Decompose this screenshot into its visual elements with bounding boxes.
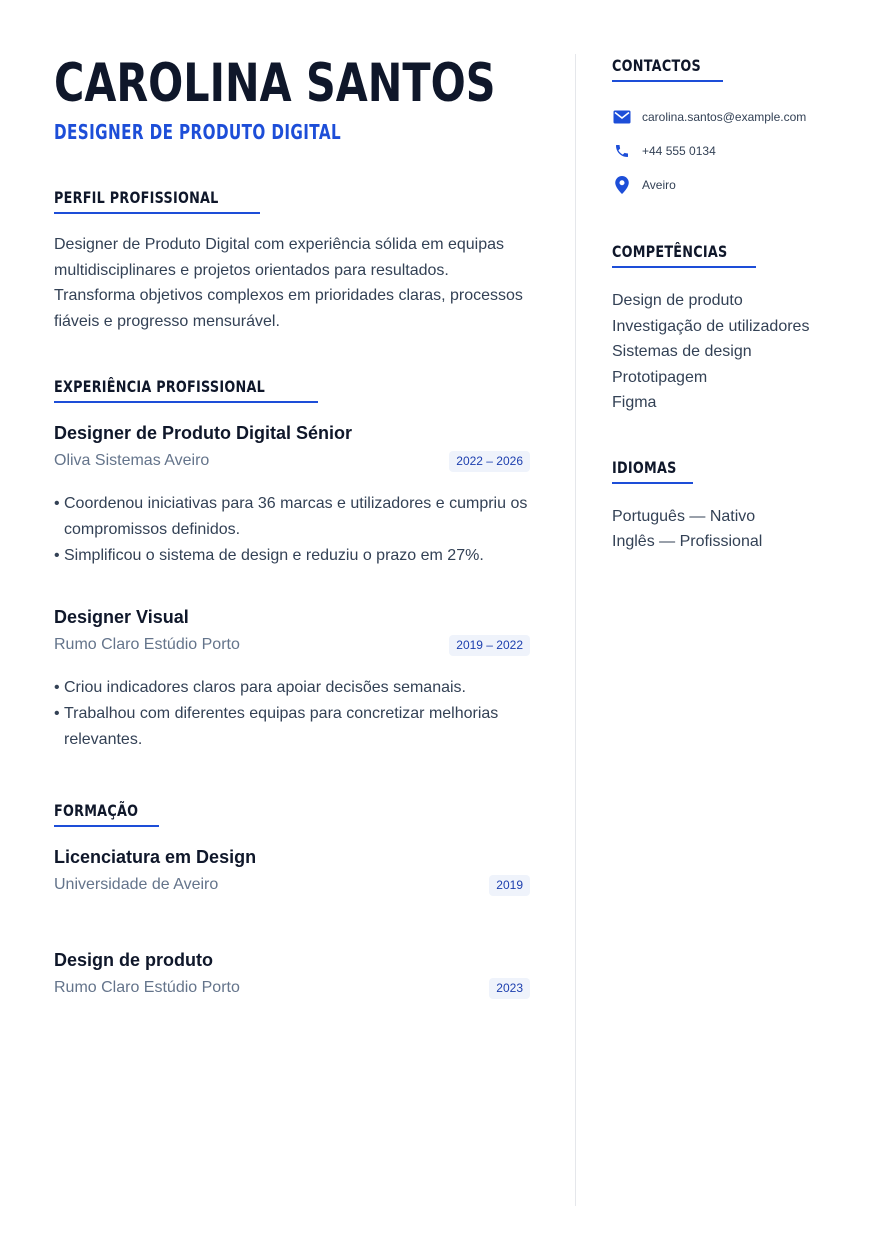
main-column: [54, 54, 530, 1002]
degree-title: Licenciatura em Design: [54, 847, 257, 867]
job-entry: [54, 421, 530, 569]
job-company: Oliva Sistemas Aveiro: [54, 452, 210, 469]
location-pin-icon: [612, 175, 632, 195]
section-title-skills: COMPETÊNCIAS: [612, 242, 756, 268]
contact-email[interactable]: [612, 100, 852, 134]
profile-summary: Designer de Produto Digital com experiência sólida em equipas multidisciplinares e projetos orientados para resultados. Transforma objetivos complexos em prioridades claras, processos fiáveis e progresso mensurável.: [54, 236, 523, 330]
education-entry: [54, 948, 530, 1002]
list-item: • Trabalhou com diferentes equipas para concretizar melhorias relevantes.: [54, 701, 530, 753]
section-title-education: FORMAÇÃO: [54, 801, 159, 827]
phone-text: +44 555 0134: [642, 144, 716, 158]
skills-section: [612, 242, 852, 416]
languages-list: [612, 504, 852, 555]
section-title-contacts: CONTACTOS: [612, 56, 723, 82]
phone-icon: [612, 141, 632, 161]
job-entry: [54, 605, 530, 753]
section-title-experience: EXPERIÊNCIA PROFISSIONAL: [54, 377, 318, 403]
education-section: [54, 801, 530, 1002]
list-item: Sistemas de design: [612, 343, 752, 360]
contacts-section: [612, 56, 852, 202]
section-title-languages: IDIOMAS: [612, 458, 693, 484]
contact-phone[interactable]: [612, 134, 852, 168]
date-badge: 2022 – 2026: [449, 451, 530, 472]
candidate-role: DESIGNER DE PRODUTO DIGITAL: [54, 120, 342, 144]
list-item: Figma: [612, 394, 657, 411]
mail-icon: [612, 107, 632, 127]
job-company: Rumo Claro Estúdio Porto: [54, 636, 240, 653]
email-text: carolina.santos@example.com: [642, 110, 807, 124]
list-item: • Coordenou iniciativas para 36 marcas e utilizadores e cumpriu os compromissos definidos.: [54, 491, 530, 543]
list-item: Inglês — Profissional: [612, 533, 763, 550]
year-badge: 2019: [489, 875, 530, 896]
experience-section: [54, 377, 530, 753]
list-item: • Simplificou o sistema de design e reduziu o prazo em 27%.: [54, 543, 530, 569]
column-divider: [575, 54, 576, 1206]
contact-location: [612, 168, 852, 202]
job-bullets: [54, 675, 530, 753]
list-item: • Criou indicadores claros para apoiar decisões semanais.: [54, 675, 530, 701]
job-bullets: [54, 491, 530, 569]
location-text: Aveiro: [642, 178, 676, 192]
candidate-name: CAROLINA SANTOS: [54, 53, 496, 114]
sidebar: [612, 56, 852, 555]
date-badge: 2019 – 2022: [449, 635, 530, 656]
section-title-profile: PERFIL PROFISSIONAL: [54, 188, 260, 214]
school-name: Rumo Claro Estúdio Porto: [54, 979, 240, 996]
degree-title: Design de produto: [54, 950, 213, 970]
list-item: Investigação de utilizadores: [612, 317, 810, 335]
list-item: Português — Nativo: [612, 507, 756, 525]
languages-section: [612, 458, 852, 555]
year-badge: 2023: [489, 978, 530, 999]
school-name: Universidade de Aveiro: [54, 876, 219, 893]
skills-list: [612, 288, 852, 416]
job-title: Designer Visual: [54, 607, 189, 627]
education-entry: [54, 845, 530, 899]
profile-section: [54, 188, 530, 334]
job-title: Designer de Produto Digital Sénior: [54, 423, 353, 443]
list-item: Prototipagem: [612, 368, 708, 386]
list-item: Design de produto: [612, 292, 743, 309]
